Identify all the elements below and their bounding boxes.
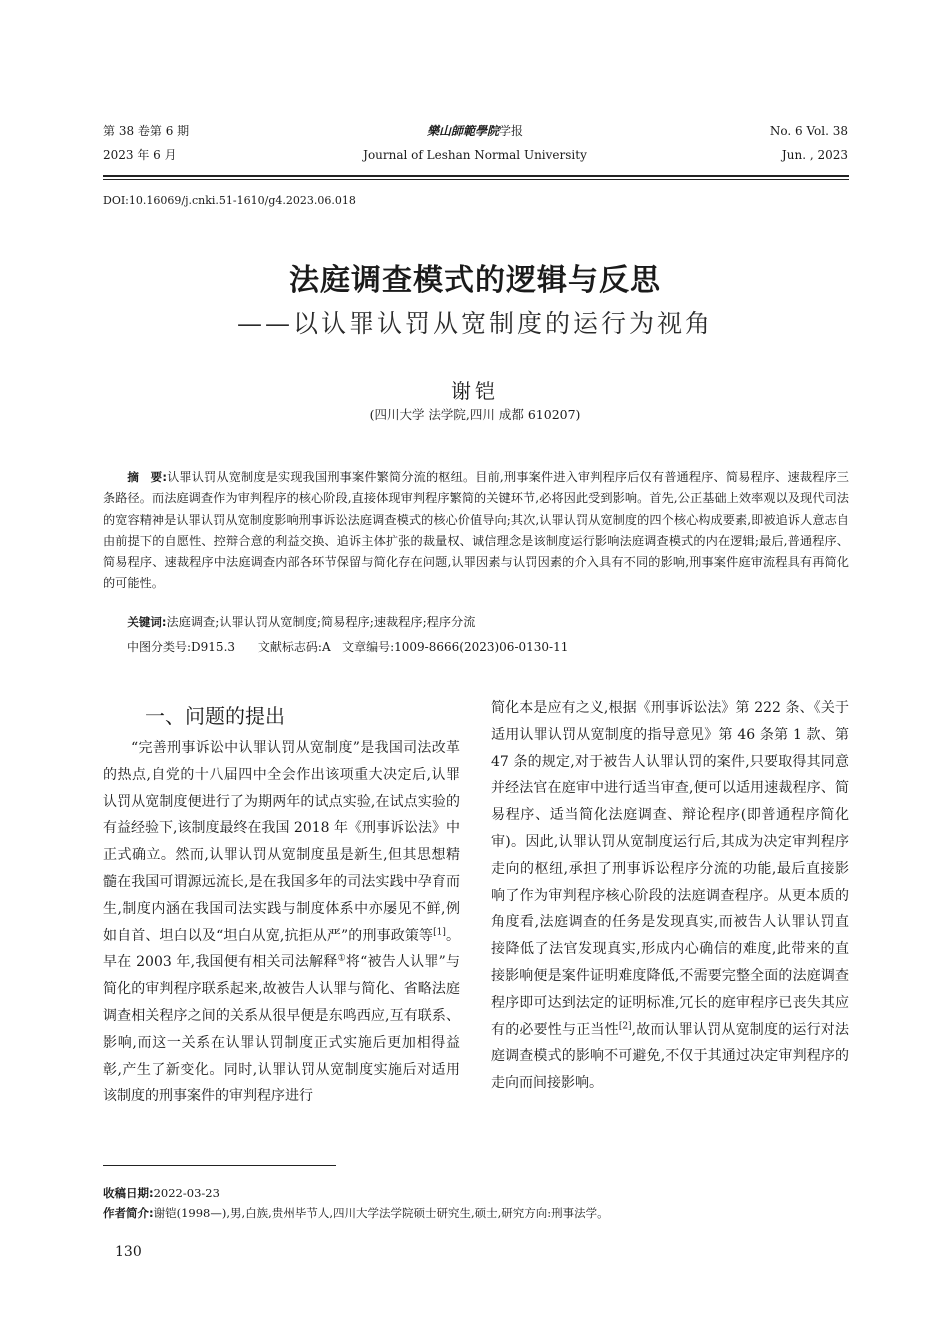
abstract	[103, 467, 849, 595]
author-name: 谢铠	[451, 379, 499, 403]
keywords-label: 关键词:	[127, 615, 167, 629]
page-number: 130	[115, 1244, 142, 1260]
article-title: 法庭调查模式的逻辑与反思	[289, 263, 661, 298]
section-heading: 一、问题的提出	[145, 704, 285, 728]
left-column	[103, 735, 460, 1110]
citation-ref-2[interactable]: [2]	[618, 1020, 632, 1031]
received-value: 2022-03-23	[153, 1186, 220, 1200]
header-journal-en: Journal of Leshan Normal University	[363, 148, 587, 162]
author-bio	[103, 1204, 849, 1223]
header-volume-en: No. 6 Vol. 38	[769, 124, 848, 138]
header-rule	[103, 175, 849, 177]
left-text-c: 将“被告人认罪”与简化的审判程序联系起来,故被告人认罪与简化、省略法庭调查相关程序之间的关系从很早便是东鸣西应,互有联系、影响,而这一关系在认罪认罚制度正式实施后更加相得益彰,产生了新变化。同时,认罪认罚从宽制度实施后对适用该制度的刑事案件的审判程序进行	[103, 954, 460, 1105]
bio-text: 谢铠(1998—),男,白族,贵州毕节人,四川大学法学院硕士研究生,硕士,研究方向:刑事法学。	[153, 1206, 609, 1220]
left-text-b: 。早在 2003 年,我国便有相关司法解释	[103, 927, 461, 971]
doi: DOI:10.16069/j.cnki.51-1610/g4.2023.06.018	[103, 194, 356, 207]
right-text-b: ,故而认罪认罚从宽制度的运行对法庭调查模式的影响不可避免,不仅于其通过决定审判程序的走向而间接影响。	[491, 1021, 850, 1092]
header-date-en: Jun. , 2023	[781, 148, 848, 162]
keywords	[103, 612, 849, 632]
bio-label: 作者简介:	[103, 1206, 154, 1220]
article-subtitle: ——以认罪认罚从宽制度的运行为视角	[236, 309, 713, 338]
journal-suffix: 学报	[499, 124, 524, 138]
abstract-text: 认罪认罚从宽制度是实现我国刑事案件繁简分流的枢纽。目前,刑事案件进入审判程序后仅有普通程序、简易程序、速裁程序三条路径。而法庭调查作为审判程序的核心阶段,直接体现审判程序繁简的关键环节,必将因此受到影响。首先,公正基础上效率观以及现代司法的宽容精神是认罪认罚从宽制度影响刑事诉讼法庭调查模式的核心价值导向;其次,认罪认罚从宽制度的四个核心构成要素,即被追诉人意志自由前提下的自愿性、控辩合意的利益交换、追诉主体扩张的裁量权、诚信理念是该制度运行影响法庭调查模式的内在逻辑;最后,普通程序、简易程序、速裁程序中法庭调查内部各环节保留与简化存在问题,认罪因素与认罚因素的介入具有不同的影响,刑事案件庭审流程具有再简化的可能性。	[103, 470, 849, 591]
header-date-cn: 2023 年 6 月	[103, 148, 177, 162]
article-number: 文章编号:1009-8666(2023)06-0130-11	[342, 640, 569, 654]
document-code: 文献标志码:A	[257, 640, 331, 654]
footnote-rule	[103, 1165, 336, 1166]
keywords-text: 法庭调查;认罪认罚从宽制度;简易程序;速裁程序;程序分流	[166, 615, 476, 629]
abstract-label: 摘 要:	[127, 470, 167, 484]
classification-line	[103, 637, 849, 657]
footnote-mark[interactable]: ①	[337, 953, 346, 964]
body-paragraph	[103, 735, 460, 1110]
author-affiliation: (四川大学 法学院,四川 成都 610207)	[369, 407, 581, 422]
right-text-a: 简化本是应有之义,根据《刑事诉讼法》第 222 条、《关于适用认罪认罚从宽制度的指导意见》第 46 条第 1 款、第 47 条的规定,对于被告人认罪认罚的案件,只要取得其同意并经法官在庭审中进行适当审查,便可以适用速裁程序、简易程序、适当简化法庭调查、辩论程序(即普通程序简化审)。因此,认罪认罚从宽制度运行后,其成为决定审判程序走向的枢纽,承担了刑事诉讼程序分流的功能,最后直接影响了作为审判程序核心阶段的法庭调查程序。从更本质的角度看,法庭调查的任务是发现真实,而被告人认罪认罚直接降低了法官发现真实,形成内心确信的难度,此带来的直接影响便是案件证明难度降低,不需要完整全面的法庭调查程序即可达到法定的证明标准,冗长的庭审程序已丧失其应有的必要性与正当性	[491, 700, 849, 1038]
header-volume: 第 38 卷第 6 期	[103, 124, 190, 138]
journal-logo-text: 樂山師範學院	[426, 124, 499, 138]
received-date	[103, 1184, 849, 1203]
right-column	[491, 695, 849, 1097]
received-label: 收稿日期:	[103, 1186, 154, 1200]
header-rule-thin	[103, 179, 849, 180]
left-text-a: “完善刑事诉讼中认罪认罚从宽制度”是我国司法改革的热点,自党的十八届四中全会作出该项重大决定后,认罪认罚从宽制度便进行了为期两年的试点实验,在试点实验的有益经验下,该制度最终在我国 2018 年《刑事诉讼法》中正式确立。然而,认罪认罚从宽制度虽是新生,但其思想精髓在我国可谓源远流长,是在我国多年的司法实践中孕育而生,制度内涵在我国司法实践与制度体系中亦屡见不鲜,例如自首、坦白以及“坦白从宽,抗拒从严”的刑事政策等	[103, 740, 460, 944]
body-paragraph-continued	[491, 695, 849, 1097]
clc-number: 中图分类号:D915.3	[127, 640, 236, 654]
citation-ref-1[interactable]: [1]	[433, 926, 446, 937]
